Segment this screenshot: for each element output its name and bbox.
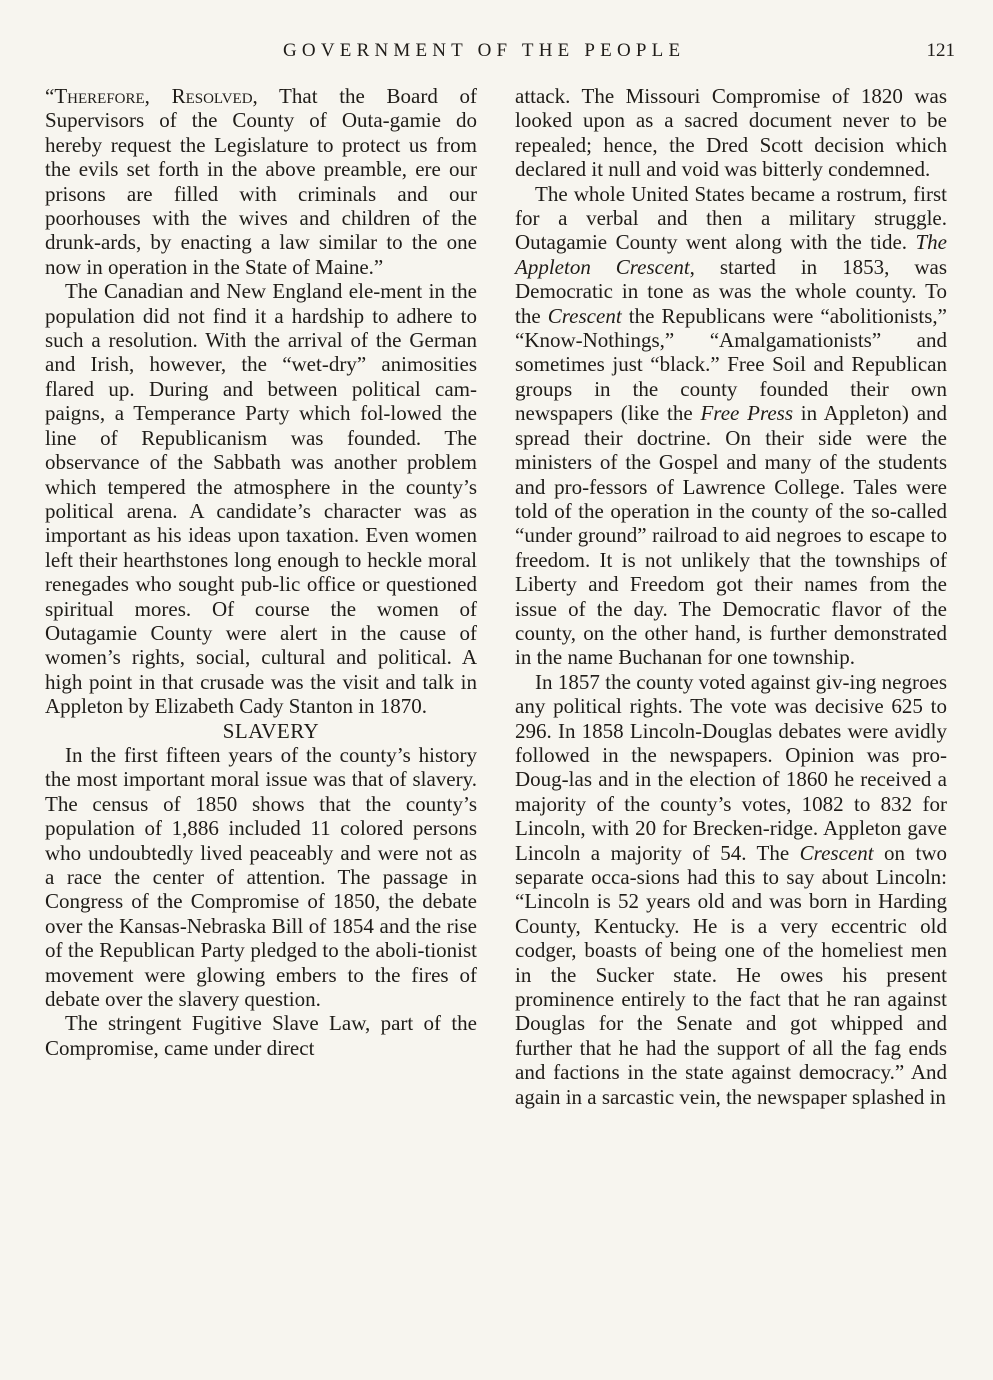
left-column [45,84,477,1060]
newspaper-title-free-press: Free Press [700,401,794,426]
rostrum-text-d: in Appleton) and spread their doctrine. On their side were the ministers of the Gospel and many of the students and pro-fessors of Lawrence College. Tales were told of the operation in the county of the so-called “under ground” railroad to aid negroes to escape to freedom. It is not unlikely that the townships of Liberty and Freedom got their names from the issue of the day. The Democratic flavor of the county, on the other hand, is further demonstrated in the name Buchanan for one township. [515,401,948,670]
section-heading-slavery: SLAVERY [222,718,320,743]
resolution-open-quote: “ [45,84,55,108]
fugitive-slave-paragraph: The stringent Fugitive Slave Law, part of the Compromise, came under direct [45,1011,477,1060]
running-head: GOVERNMENT OF THE PEOPLE [283,40,686,61]
right-column [515,84,947,1109]
election-paragraph [515,670,947,1109]
page-number: 121 [926,40,955,61]
resolution-text: That the Board of Supervisors of the County of Outa-gamie do hereby request the Legislature to protect us from the evils set forth in the above preamble, ere our prisons are filled with criminals and our poorhouses with the wives and children of the drunk-ards, by enacting a law similar to the one now in operation in the State of Maine.” [45,84,477,279]
rostrum-paragraph [515,182,947,670]
election-text-b: on two separate occa-sions had this to say about Lincoln: “Lincoln is 52 years old and was born in Harding County, Kentucky. He is a very eccentric old codger, boasts of being one of the homeliest men in the Sucker state. He owes his present prominence entirely to the fact that he ran against Douglas for the Senate and got whipped and further that he had the support of all the fag ends and factions in the state against democracy.” And again in a sarcastic vein, the newspaper splashed in [515,840,947,1109]
temperance-paragraph: The Canadian and New England ele-ment in the population did not find it a hardship to adhere to such a resolution. With the arrival of the German and Irish, however, the “wet-dry” animosities flared up. During and between political cam-paigns, a Temperance Party which fol-lowed the line of Republicanism was founded. The observance of the Sabbath was another problem which tempered the atmosphere in the county’s political arena. A candidate’s character was as important as his ideas upon taxation. Even women left their hearthstones long enough to heckle moral renegades who sought pub-lic office or questioned spiritual mores. Of course the women of Outagamie County were alert in the cause of women’s rights, social, cultural and political. A high point in that crusade was the visit and talk in Appleton by Elizabeth Cady Stanton in 1870. [45,279,477,719]
newspaper-title-appleton-crescent: The Appleton Crescent [515,230,947,279]
resolution-paragraph [45,84,477,279]
page-header [0,38,993,68]
missouri-compromise-paragraph: attack. The Missouri Compromise of 1820 was looked upon as a sacred document never to be repealed; hence, the Dred Scott decision which declared it null and void was bitterly condemned. [515,84,947,182]
rostrum-text-b: , started in 1853, was Democratic in tone as was the whole county. To the [515,254,947,328]
slavery-paragraph: In the first fifteen years of the county’s history the most important moral issue was that of slavery. The census of 1850 shows that the county’s population of 1,886 included 11 colored persons who undoubtedly lived peaceably and were not as a race the center of attention. The passage in Congress of the Compromise of 1850, the debate over the Kansas-Nebraska Bill of 1854 and the rise of the Republican Party pledged to the aboli-tionist movement were glowing embers to the fires of debate over the slavery question. [45,742,477,1012]
resolution-lead: Therefore, Resolved, [54,84,258,108]
rostrum-text-c: the Republicans were “abolitionists,” “Know-Nothings,” “Amalgamationists” and sometimes just “black.” Free Soil and Republican groups in the county founded their own newspapers (like the [515,303,947,426]
newspaper-title-crescent: Crescent [547,303,622,328]
newspaper-title-crescent-2: Crescent [799,840,874,865]
election-text-a: In 1857 the county voted against giv-ing negroes any political rights. The vote was decisive 625 to 296. In 1858 Lincoln-Douglas debates were avidly followed in the newspapers. Opinion was pro-Doug-las and in the election of 1860 he received a majority of the county’s votes, 1082 to 832 for Lincoln, with 20 for Brecken-ridge. Appleton gave Lincoln a majority of 54. The [515,669,947,865]
rostrum-text-a: The whole United States became a rostrum, first for a verbal and then a military struggle. Outagamie County went along with the tide. [515,181,947,255]
